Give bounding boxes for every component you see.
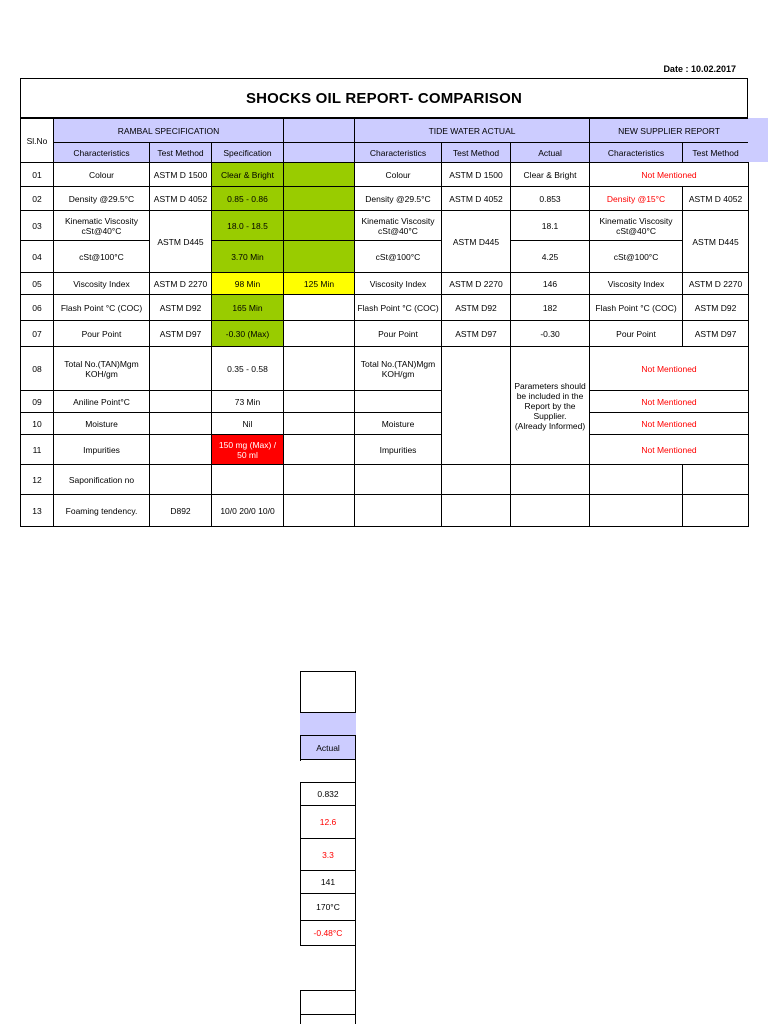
extra-spec — [284, 391, 355, 413]
header-overflow-band — [748, 118, 768, 162]
sl-no: 08 — [21, 347, 54, 391]
report-date: Date : 10.02.2017 — [663, 64, 736, 74]
comparison-table — [20, 118, 749, 527]
newsup-characteristic: Not Mentioned — [590, 391, 749, 413]
test-method — [150, 391, 212, 413]
extra-spec — [284, 187, 355, 211]
specification: Nil — [212, 413, 284, 435]
header-specification: Specification — [212, 143, 284, 163]
test-method — [150, 435, 212, 465]
lower-value-cell: 141 — [300, 871, 356, 894]
lower-value-cell: 170°C — [300, 894, 356, 921]
tide-actual: 0.853 — [511, 187, 590, 211]
extra-spec — [284, 241, 355, 273]
tide-test-method: ASTM D97 — [442, 321, 511, 347]
characteristic: Pour Point — [54, 321, 150, 347]
tide-test-method — [442, 347, 511, 465]
newsup-test-method: ASTM D92 — [683, 295, 749, 321]
newsup-characteristic — [590, 465, 683, 495]
tide-test-method: ASTM D 1500 — [442, 163, 511, 187]
specification: 18.0 - 18.5 — [212, 211, 284, 241]
sl-no: 13 — [21, 495, 54, 527]
header-test-method: Test Method — [150, 143, 212, 163]
header-characteristics: Characteristics — [54, 143, 150, 163]
newsup-characteristic: Density @15°C — [590, 187, 683, 211]
table-row — [21, 495, 749, 527]
sl-no: 01 — [21, 163, 54, 187]
test-method: D892 — [150, 495, 212, 527]
newsup-characteristic — [590, 495, 683, 527]
tide-actual: 146 — [511, 273, 590, 295]
sl-no: 11 — [21, 435, 54, 465]
header-characteristics: Characteristics — [590, 143, 683, 163]
tide-actual: 182 — [511, 295, 590, 321]
tide-characteristic: Colour — [355, 163, 442, 187]
header-blank-2 — [284, 143, 355, 163]
table-row — [21, 241, 749, 273]
newsup-test-method: ASTM D 4052 — [683, 187, 749, 211]
specification: 10/0 20/0 10/0 — [212, 495, 284, 527]
tide-characteristic: Density @29.5°C — [355, 187, 442, 211]
table-row — [21, 321, 749, 347]
characteristic: Flash Point °C (COC) — [54, 295, 150, 321]
test-method: ASTM D97 — [150, 321, 212, 347]
newsup-test-method: ASTM D445 — [683, 211, 749, 273]
table-row — [21, 295, 749, 321]
extra-spec — [284, 321, 355, 347]
table-row — [21, 413, 749, 435]
newsup-characteristic: Not Mentioned — [590, 435, 749, 465]
table-row — [21, 391, 749, 413]
header-test-method: Test Method — [442, 143, 511, 163]
lower-value-cell: -0.48°C — [300, 921, 356, 946]
tide-characteristic: cSt@100°C — [355, 241, 442, 273]
sl-no: 12 — [21, 465, 54, 495]
newsup-characteristic: Not Mentioned — [590, 413, 749, 435]
sl-no: 05 — [21, 273, 54, 295]
tide-actual: Clear & Bright — [511, 163, 590, 187]
table-row — [21, 187, 749, 211]
specification: 3.70 Min — [212, 241, 284, 273]
tide-test-method: ASTM D 2270 — [442, 273, 511, 295]
specification: 0.85 - 0.86 — [212, 187, 284, 211]
lower-hline — [300, 990, 356, 991]
test-method: ASTM D 2270 — [150, 273, 212, 295]
characteristic: Viscosity Index — [54, 273, 150, 295]
extra-spec — [284, 295, 355, 321]
characteristic: cSt@100°C — [54, 241, 150, 273]
tide-test-method: ASTM D445 — [442, 211, 511, 273]
lower-value-cell: 12.6 — [300, 806, 356, 839]
extra-spec — [284, 435, 355, 465]
specification: 150 mg (Max) / 50 ml — [212, 435, 284, 465]
test-method: ASTM D445 — [150, 211, 212, 273]
specification: 98 Min — [212, 273, 284, 295]
extra-spec — [284, 163, 355, 187]
specification — [212, 465, 284, 495]
table-row — [21, 347, 749, 391]
sl-no: 09 — [21, 391, 54, 413]
characteristic: Colour — [54, 163, 150, 187]
sl-no: 03 — [21, 211, 54, 241]
lower-hline-top — [300, 671, 356, 672]
characteristic: Impurities — [54, 435, 150, 465]
tide-actual: 18.1 — [511, 211, 590, 241]
lower-actual-header: Actual — [300, 735, 356, 760]
newsup-test-method — [683, 465, 749, 495]
extra-spec — [284, 495, 355, 527]
characteristic: Kinematic Viscosity cSt@40°C — [54, 211, 150, 241]
newsup-characteristic: cSt@100°C — [590, 241, 683, 273]
test-method — [150, 413, 212, 435]
report-title: SHOCKS OIL REPORT- COMPARISON — [20, 78, 748, 118]
header-actual: Actual — [511, 143, 590, 163]
specification: 73 Min — [212, 391, 284, 413]
tide-characteristic: Flash Point °C (COC) — [355, 295, 442, 321]
tide-characteristic: Kinematic Viscosity cSt@40°C — [355, 211, 442, 241]
specification: -0.30 (Max) — [212, 321, 284, 347]
tide-characteristic: Impurities — [355, 435, 442, 465]
sl-no: 04 — [21, 241, 54, 273]
sl-no: 07 — [21, 321, 54, 347]
extra-spec — [284, 413, 355, 435]
table-row — [21, 163, 749, 187]
characteristic: Aniline Point°C — [54, 391, 150, 413]
newsup-characteristic: Pour Point — [590, 321, 683, 347]
header-slno: Sl.No — [21, 119, 54, 163]
sl-no: 10 — [21, 413, 54, 435]
sl-no: 06 — [21, 295, 54, 321]
header-characteristics: Characteristics — [355, 143, 442, 163]
specification: 0.35 - 0.58 — [212, 347, 284, 391]
tide-characteristic — [355, 495, 442, 527]
tide-test-method — [442, 495, 511, 527]
newsup-characteristic: Viscosity Index — [590, 273, 683, 295]
table-row — [21, 211, 749, 241]
test-method — [150, 347, 212, 391]
tide-characteristic: Pour Point — [355, 321, 442, 347]
newsup-characteristic: Not Mentioned — [590, 347, 749, 391]
header-tide: TIDE WATER ACTUAL — [355, 119, 590, 143]
header-test-method: Test Method — [683, 143, 749, 163]
newsup-characteristic: Flash Point °C (COC) — [590, 295, 683, 321]
specification: Clear & Bright — [212, 163, 284, 187]
header-rambal: RAMBAL SPECIFICATION — [54, 119, 284, 143]
characteristic: Density @29.5°C — [54, 187, 150, 211]
newsup-test-method: ASTM D97 — [683, 321, 749, 347]
tide-actual — [511, 495, 590, 527]
tide-test-method: ASTM D92 — [442, 295, 511, 321]
test-method: ASTM D92 — [150, 295, 212, 321]
characteristic: Moisture — [54, 413, 150, 435]
extra-spec: 125 Min — [284, 273, 355, 295]
tide-characteristic: Viscosity Index — [355, 273, 442, 295]
characteristic: Total No.(TAN)Mgm KOH/gm — [54, 347, 150, 391]
tide-actual — [511, 465, 590, 495]
test-method: ASTM D 1500 — [150, 163, 212, 187]
table-row — [21, 435, 749, 465]
extra-spec — [284, 211, 355, 241]
tide-characteristic — [355, 465, 442, 495]
tide-actual: -0.30 — [511, 321, 590, 347]
supplier-note: Parameters should be included in the Report by the Supplier. (Already Informed) — [511, 347, 590, 465]
header-blank — [284, 119, 355, 143]
lower-header-band — [300, 712, 356, 735]
newsup-test-method: ASTM D 2270 — [683, 273, 749, 295]
lower-value-cell: 3.3 — [300, 839, 356, 871]
specification: 165 Min — [212, 295, 284, 321]
tide-test-method — [442, 465, 511, 495]
tide-test-method: ASTM D 4052 — [442, 187, 511, 211]
newsup-test-method — [683, 495, 749, 527]
tide-characteristic — [355, 391, 442, 413]
extra-spec — [284, 347, 355, 391]
tide-characteristic: Moisture — [355, 413, 442, 435]
newsup-characteristic: Kinematic Viscosity cSt@40°C — [590, 211, 683, 241]
sl-no: 02 — [21, 187, 54, 211]
tide-characteristic: Total No.(TAN)Mgm KOH/gm — [355, 347, 442, 391]
table-row — [21, 273, 749, 295]
extra-spec — [284, 465, 355, 495]
characteristic: Saponification no — [54, 465, 150, 495]
characteristic: Foaming tendency. — [54, 495, 150, 527]
test-method: ASTM D 4052 — [150, 187, 212, 211]
tide-actual: 4.25 — [511, 241, 590, 273]
test-method — [150, 465, 212, 495]
header-newsup: NEW SUPPLIER REPORT — [590, 119, 749, 143]
lower-vline-left-bottom — [300, 990, 301, 1024]
lower-hline — [300, 1014, 356, 1015]
lower-value-cell: 0.832 — [300, 782, 356, 806]
table-row — [21, 465, 749, 495]
newsup-characteristic: Not Mentioned — [590, 163, 749, 187]
